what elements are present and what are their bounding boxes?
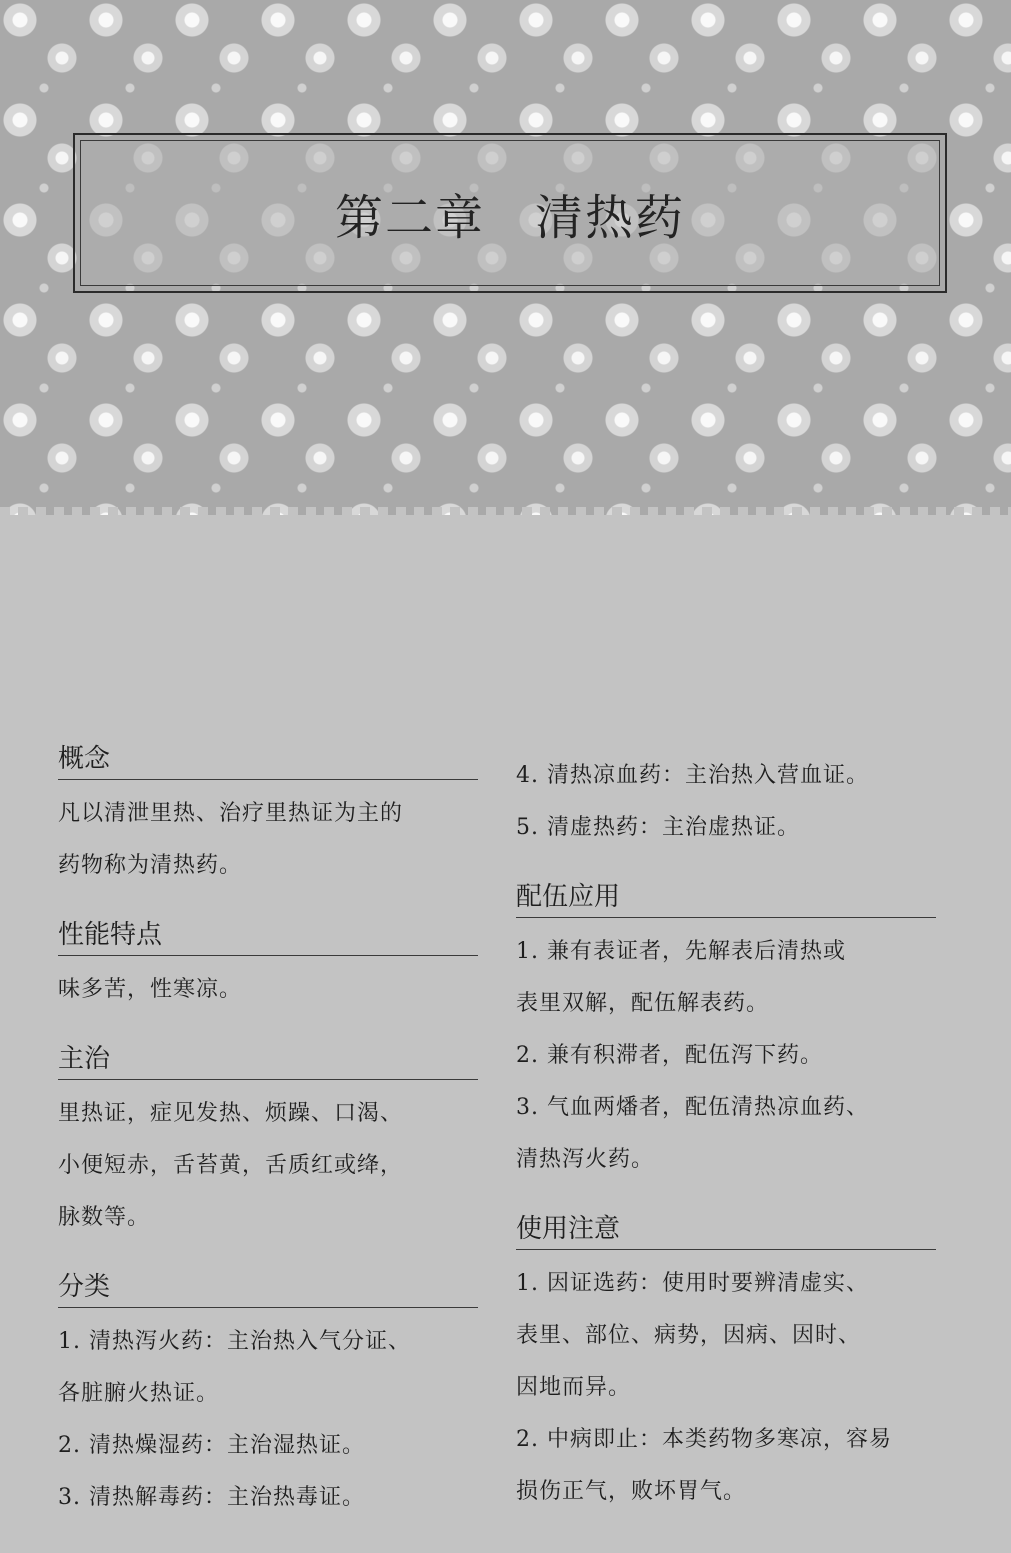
section-heading: 主治 — [58, 1038, 478, 1080]
list-item: 清热泻火药。 — [516, 1147, 655, 1172]
section-heading: 配伍应用 — [516, 876, 936, 918]
list-item: 4. 清热凉血药：主治热入营血证。 — [516, 763, 869, 788]
section-classification — [58, 1266, 478, 1524]
paragraph-line: 凡以清泄里热、治疗里热证为主的 — [58, 801, 404, 826]
list-item: 损伤正气，败坏胃气。 — [516, 1479, 747, 1504]
chapter-title: 第二章 清热药 — [334, 189, 685, 246]
list-item: 2. 清热燥湿药：主治湿热证。 — [58, 1433, 365, 1458]
section-heading: 概念 — [58, 738, 478, 780]
list-item: 表里双解，配伍解表药。 — [516, 991, 770, 1016]
section-combination — [516, 876, 936, 1186]
list-item: 1. 兼有表证者，先解表后清热或 — [516, 939, 846, 964]
paragraph-line: 里热证，症见发热、烦躁、口渴、 — [58, 1101, 404, 1126]
right-column — [516, 750, 936, 1540]
section-indications — [58, 1038, 478, 1244]
section-properties — [58, 914, 478, 1016]
list-item: 各脏腑火热证。 — [58, 1381, 220, 1406]
section-heading: 使用注意 — [516, 1208, 936, 1250]
chapter-title-frame — [73, 133, 947, 293]
chapter-title-box — [80, 140, 940, 286]
section-heading: 性能特点 — [58, 914, 478, 956]
paragraph-line: 小便短赤，舌苔黄，舌质红或绛， — [58, 1153, 404, 1178]
section-precautions — [516, 1208, 936, 1518]
left-column — [58, 738, 478, 1546]
list-item: 5. 清虚热药：主治虚热证。 — [516, 815, 800, 840]
list-item: 1. 清热泻火药：主治热入气分证、 — [58, 1329, 411, 1354]
paragraph-line: 药物称为清热药。 — [58, 853, 243, 878]
list-item: 3. 清热解毒药：主治热毒证。 — [58, 1485, 365, 1510]
list-item: 表里、部位、病势，因病、因时、 — [516, 1323, 862, 1348]
list-item: 因地而异。 — [516, 1375, 632, 1400]
list-item: 3. 气血两燔者，配伍清热凉血药、 — [516, 1095, 869, 1120]
section-concept — [58, 738, 478, 892]
paragraph-line: 味多苦，性寒凉。 — [58, 977, 243, 1002]
list-item: 1. 因证选药：使用时要辨清虚实、 — [516, 1271, 869, 1296]
section-classification-continued — [516, 750, 936, 854]
section-heading: 分类 — [58, 1266, 478, 1308]
list-item: 2. 兼有积滞者，配伍泻下药。 — [516, 1043, 823, 1068]
list-item: 2. 中病即止：本类药物多寒凉，容易 — [516, 1427, 892, 1452]
paragraph-line: 脉数等。 — [58, 1205, 151, 1230]
